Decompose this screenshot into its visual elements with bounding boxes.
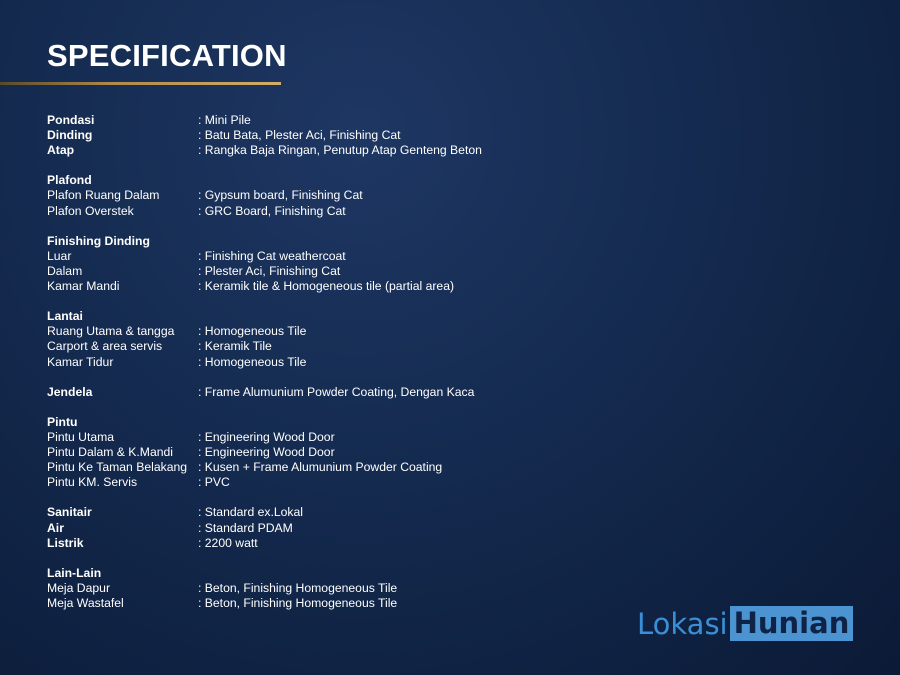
spec-value: : Rangka Baja Ringan, Penutup Atap Genteng Beton	[198, 143, 482, 158]
spec-value	[198, 566, 607, 581]
spec-label: Pintu	[47, 414, 78, 429]
spec-value: : Standard PDAM	[198, 520, 293, 535]
spec-value	[198, 415, 607, 430]
spec-value: : Mini Pile	[198, 113, 251, 127]
spec-label: Plafon Ruang Dalam	[47, 188, 160, 203]
spec-row	[47, 264, 607, 279]
spec-value: : GRC Board, Finishing Cat	[198, 203, 346, 218]
specification-list	[47, 113, 607, 611]
spec-row	[47, 355, 607, 370]
title-underline	[0, 82, 281, 85]
lokasihunian-logo	[637, 606, 853, 641]
spec-row	[47, 536, 607, 551]
spec-label: Kamar Tidur	[47, 354, 114, 369]
spec-row	[47, 415, 607, 430]
spec-row	[47, 188, 607, 203]
spec-label: Jendela	[47, 384, 93, 399]
spec-value: : Beton, Finishing Homogeneous Tile	[198, 580, 398, 595]
spec-label: Plafond	[47, 173, 92, 188]
spec-label: Listrik	[47, 535, 84, 550]
spec-row	[47, 596, 607, 611]
spec-label: Meja Dapur	[47, 580, 110, 595]
spec-value	[198, 309, 607, 324]
spec-row	[47, 143, 607, 158]
section-gap	[47, 294, 607, 309]
spec-row	[47, 430, 607, 445]
spec-row	[47, 566, 607, 581]
spec-label: Lantai	[47, 309, 83, 324]
spec-row	[47, 204, 607, 219]
spec-row	[47, 309, 607, 324]
spec-row	[47, 249, 607, 264]
spec-row	[47, 279, 607, 294]
spec-label: Sanitair	[47, 505, 92, 520]
spec-value: : Finishing Cat weathercoat	[198, 248, 346, 263]
spec-value	[198, 173, 607, 188]
spec-row	[47, 339, 607, 354]
spec-value: : Batu Bata, Plester Aci, Finishing Cat	[198, 128, 401, 143]
spec-label: Pintu Ke Taman Belakang	[47, 460, 188, 475]
spec-value: : PVC	[198, 475, 230, 490]
spec-label: Pintu Utama	[47, 429, 115, 444]
spec-label: Air	[47, 520, 64, 535]
spec-value: : Homogeneous Tile	[198, 354, 307, 369]
spec-value: : Engineering Wood Door	[198, 429, 335, 444]
spec-row	[47, 521, 607, 536]
spec-row	[47, 505, 607, 520]
spec-label: Pintu KM. Servis	[47, 475, 138, 490]
spec-row	[47, 234, 607, 249]
spec-value: : Plester Aci, Finishing Cat	[198, 263, 341, 278]
page-title: SPECIFICATION	[47, 38, 287, 73]
spec-value	[198, 234, 607, 249]
logo-text-lokasi: Lokasi	[637, 606, 728, 641]
spec-label: Luar	[47, 248, 72, 263]
section-gap	[47, 219, 607, 234]
spec-value: : Standard ex.Lokal	[198, 505, 304, 520]
spec-value: : Homogeneous Tile	[198, 324, 307, 339]
spec-row	[47, 385, 607, 400]
spec-row	[47, 581, 607, 596]
logo-text-hunian: Hunian	[730, 606, 854, 641]
spec-label: Meja Wastafel	[47, 596, 124, 610]
spec-label: Ruang Utama & tangga	[47, 324, 175, 339]
spec-label: Kamar Mandi	[47, 279, 120, 294]
spec-row	[47, 445, 607, 460]
spec-row	[47, 324, 607, 339]
section-gap	[47, 551, 607, 566]
spec-label: Plafon Overstek	[47, 203, 134, 218]
section-gap	[47, 158, 607, 173]
spec-row	[47, 475, 607, 490]
spec-label: Atap	[47, 143, 75, 158]
spec-label: Dinding	[47, 128, 93, 143]
spec-value: : Frame Alumunium Powder Coating, Dengan Kaca	[198, 384, 475, 399]
spec-label: Pondasi	[47, 113, 95, 127]
section-gap	[47, 490, 607, 505]
spec-value: : Beton, Finishing Homogeneous Tile	[198, 596, 398, 610]
spec-row	[47, 460, 607, 475]
spec-value: : Kusen + Frame Alumunium Powder Coating	[198, 460, 443, 475]
spec-label: Lain-Lain	[47, 565, 102, 580]
section-gap	[47, 400, 607, 415]
spec-value: : 2200 watt	[198, 535, 258, 550]
spec-label: Dalam	[47, 263, 83, 278]
spec-label: Finishing Dinding	[47, 233, 150, 248]
spec-value: : Gypsum board, Finishing Cat	[198, 188, 363, 203]
spec-row	[47, 113, 607, 128]
spec-value: : Keramik Tile	[198, 339, 272, 354]
spec-value: : Engineering Wood Door	[198, 445, 335, 460]
spec-label: Pintu Dalam & K.Mandi	[47, 445, 173, 460]
spec-row	[47, 128, 607, 143]
spec-label: Carport & area servis	[47, 339, 163, 354]
spec-value: : Keramik tile & Homogeneous tile (partial area)	[198, 279, 455, 294]
spec-row	[47, 173, 607, 188]
section-gap	[47, 370, 607, 385]
